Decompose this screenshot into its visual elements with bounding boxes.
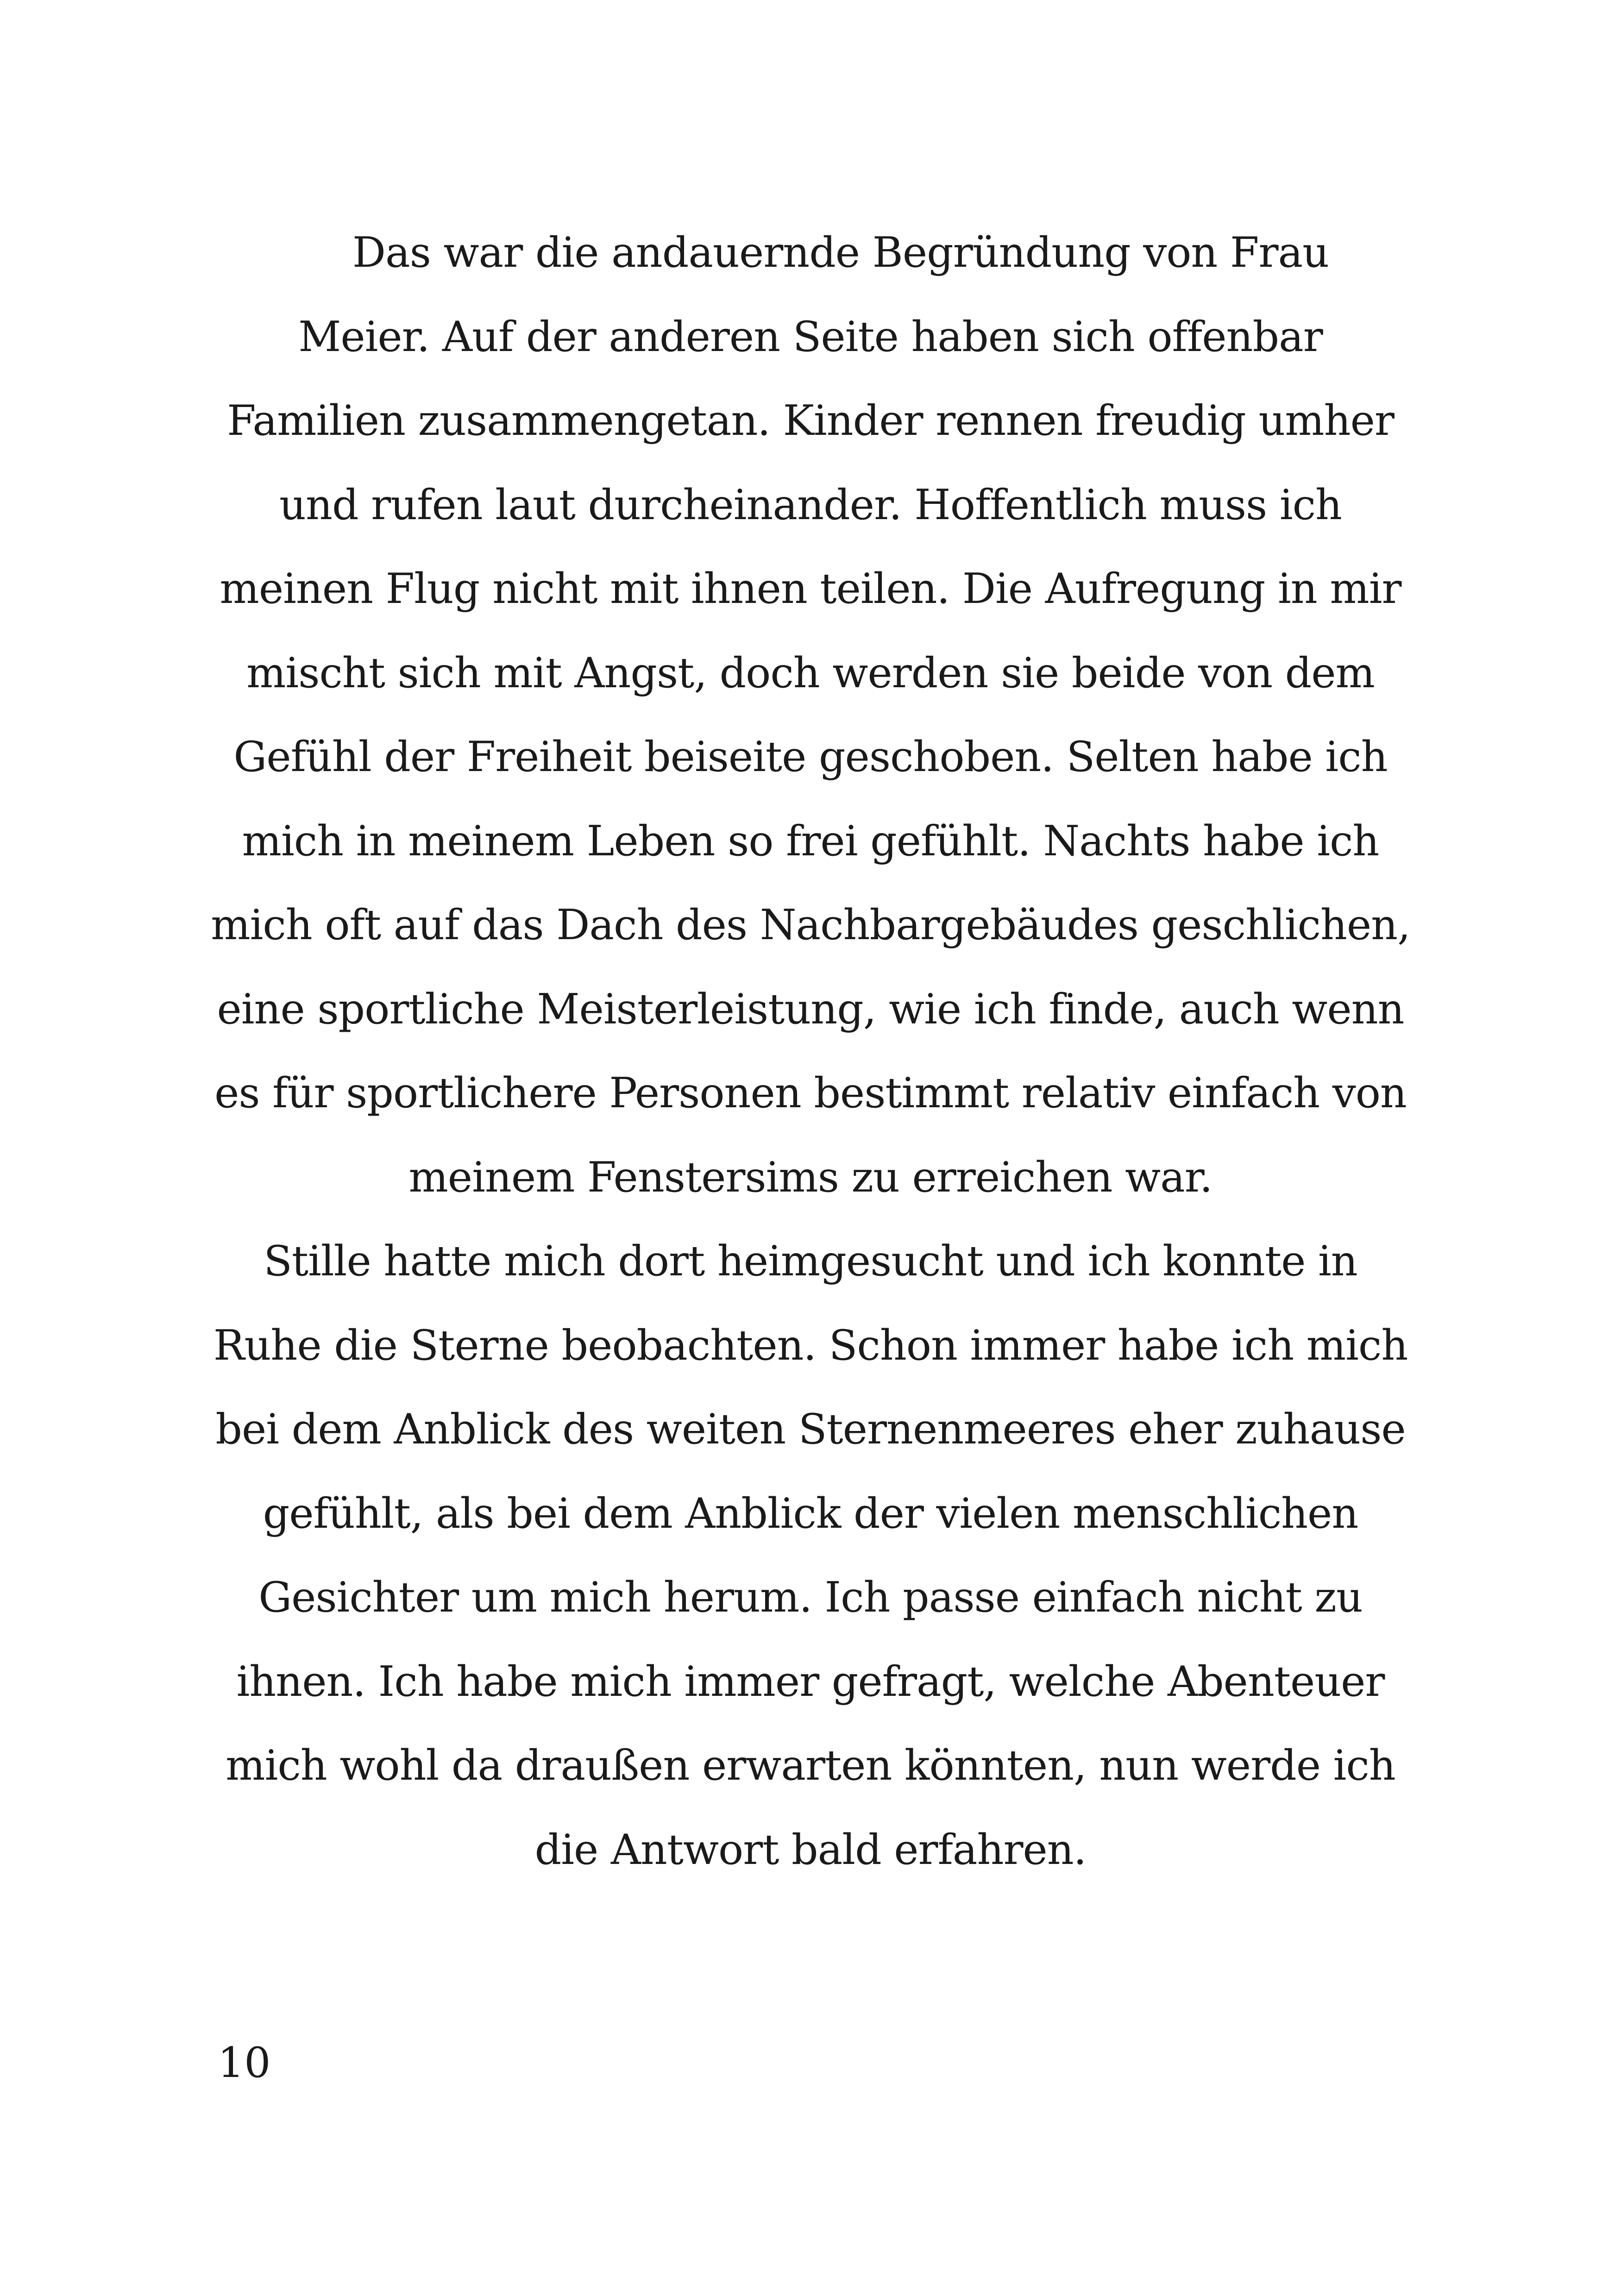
text-line: eine sportliche Meisterleistung, wie ich finde, auch wenn — [217, 985, 1404, 1034]
page-number: 10 — [218, 2039, 271, 2087]
text-line: mischt sich mit Angst, doch werden sie beide von dem — [246, 648, 1375, 697]
text-line: und rufen laut durcheinander. Hoffentlich muss ich — [279, 480, 1342, 529]
text-line: Gefühl der Freiheit beiseite geschoben. Selten habe ich — [233, 733, 1388, 781]
body-text — [204, 211, 1417, 1892]
text-line: Das war die andauernde Begründung von Frau — [352, 228, 1329, 277]
text-line: Familien zusammengetan. Kinder rennen freudig umher — [227, 396, 1394, 445]
text-line: bei dem Anblick des weiten Sternenmeeres eher zuhause — [215, 1405, 1406, 1454]
text-line: mich wohl da draußen erwarten könnten, nun werde ich — [226, 1741, 1395, 1790]
text-line: meinen Flug nicht mit ihnen teilen. Die Aufregung in mir — [220, 565, 1401, 613]
text-line: gefühlt, als bei dem Anblick der vielen menschlichen — [263, 1489, 1358, 1538]
text-line: Ruhe die Sterne beobachten. Schon immer habe ich mich — [213, 1321, 1408, 1370]
text-line: ihnen. Ich habe mich immer gefragt, welche Abenteuer — [236, 1657, 1385, 1706]
text-line: mich oft auf das Dach des Nachbargebäudes geschlichen, — [211, 901, 1410, 949]
text-line: es für sportlichere Personen bestimmt relativ einfach von — [214, 1069, 1407, 1117]
text-line: die Antwort bald erfahren. — [534, 1825, 1087, 1874]
text-line: Meier. Auf der anderen Seite haben sich offenbar — [298, 312, 1323, 361]
text-line: Stille hatte mich dort heimgesucht und ich konnte in — [264, 1237, 1357, 1286]
text-line: mich in meinem Leben so frei gefühlt. Nachts habe ich — [242, 816, 1379, 866]
text-line: meinem Fenstersims zu erreichen war. — [408, 1153, 1213, 1202]
text-line: Gesichter um mich herum. Ich passe einfach nicht zu — [258, 1573, 1363, 1622]
